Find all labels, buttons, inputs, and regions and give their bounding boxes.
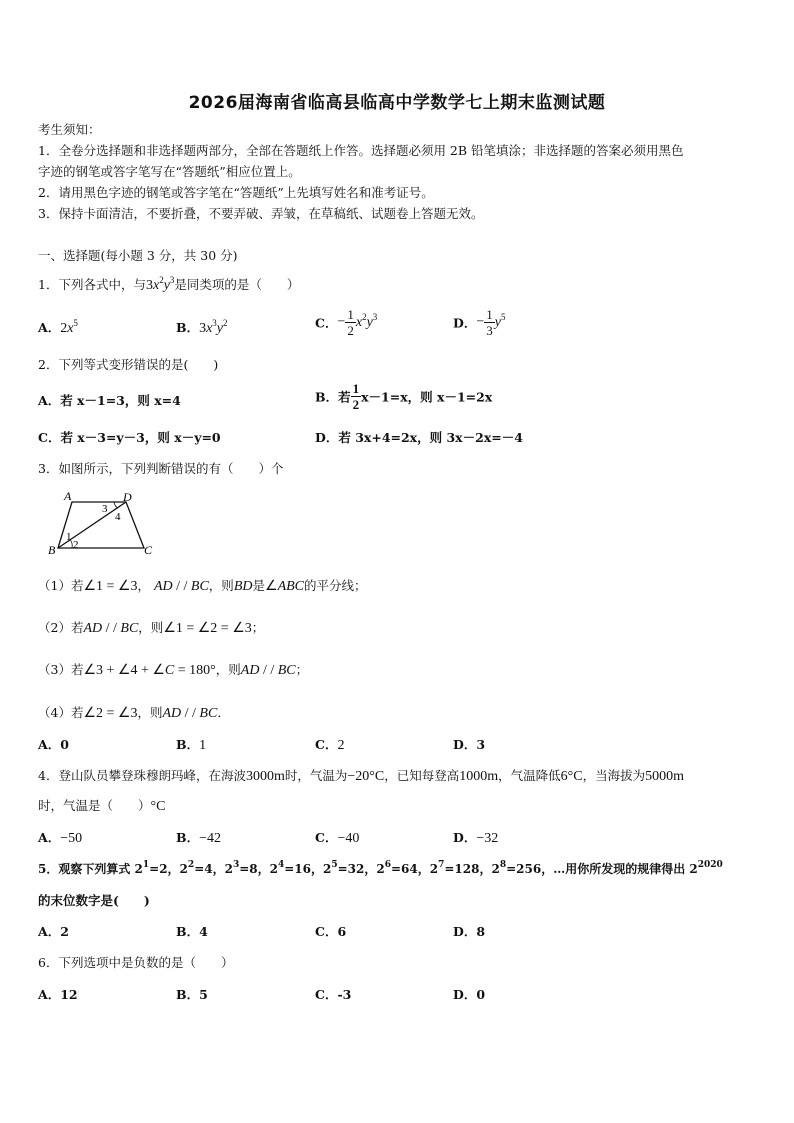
label-angle-1: 1 [66,531,72,543]
notice-item-1b: 字迹的钢笔或答字笔写在“答题纸”相应位置上。 [38,164,301,179]
q6-stem: 6．下列选项中是负数的是（ ） [38,955,234,970]
q2-option-c[interactable]: C．若 x－3=y－3，则 x－y=0 [38,430,221,445]
q3-option-a[interactable]: A．0 [38,737,69,752]
notice-item-1a: 1．全卷分选择题和非选择题两部分，全部在答题纸上作答。选择题必须用 2B 铅笔填涂；非选择题的答案必须用黑色 [38,143,684,158]
q2-option-b[interactable]: B．若 $\frac{1}{2}$ x－1=x，则 x－1=2x [315,381,493,412]
notice-item-2: 2．请用黑色字迹的钢笔或答字笔在“答题纸”上先填写姓名和准考证号。 [38,185,434,200]
q3-statement-1: （1）若∠1 = ∠3， AD / / BC，则BD是∠ABC的平分线； [38,578,367,594]
q3-trapezoid-figure [48,490,168,560]
q3-option-d[interactable]: D．3 [453,737,486,752]
q6-option-a[interactable]: A．12 [38,987,78,1002]
q3-option-b[interactable]: B．1 [176,737,207,753]
q4-option-c[interactable]: C．−40 [315,830,360,846]
q5-stem-line-2: 的末位数字是( ) [38,893,150,908]
q3-statement-4: （4）若∠2 = ∠3，则AD / / BC． [38,705,230,721]
q1-option-c[interactable]: C．− $\frac{1}{2}$ $x^2y^3$ [315,307,378,338]
q1-term: $3x^2y^3$ [145,275,175,293]
label-angle-2: 2 [73,539,79,551]
section-heading: 一、选择题(每小题 3 分，共 30 分) [38,248,238,263]
q4-option-b[interactable]: B．−42 [176,830,221,846]
q5-option-a[interactable]: A．2 [38,924,69,939]
page-title: 2026届海南省临高县临高中学数学七上期末监测试题 [188,93,606,113]
q4-option-d[interactable]: D．−32 [453,830,499,846]
q1-option-a[interactable]: A．$2x^5$ [38,318,78,336]
label-angle-3: 3 [102,503,108,515]
label-c: C [144,543,153,557]
q3-statement-3: （3）若∠3 + ∠4 + ∠C = 180°，则AD / / BC； [38,662,309,678]
notice-heading: 考生须知： [38,122,101,137]
q4-stem-line-1: 4．登山队员攀登珠穆朗玛峰，在海波3000m时，气温为−20°C，已知每登高1000m，气温降低6°C，当海拔为5000m [38,768,684,784]
q5-option-b[interactable]: B．4 [176,924,208,939]
label-angle-4: 4 [115,511,121,523]
q2-option-a[interactable]: A．若 x－1=3，则 x=4 [38,393,181,408]
notice-item-3: 3．保持卡面清洁，不要折叠，不要弄破、弄皱，在草稿纸、试题卷上答题无效。 [38,206,484,221]
q5-option-d[interactable]: D．8 [453,924,486,939]
q5-stem-line-1: 5．观察下列算式 $2^1=2$，$2^2=4$，$2^3=8$，$2^4=16$，$2^5=32$，$2^6=64$，$2^7=128$，$2^8=256$，…用你所发现的规律得出 $2^{2020}$ [38,860,723,876]
q5-option-c[interactable]: C．6 [315,924,347,939]
q4-stem-line-2: 时，气温是（ ）°C [38,798,166,814]
q1-stem-a: 1．下列各式中，与 [38,277,146,292]
q3-stem: 3．如图所示，下列判断错误的有（ ）个 [38,461,284,476]
q6-option-d[interactable]: D．0 [453,987,486,1002]
q1-option-b[interactable]: B．$3x^3y^2$ [176,318,228,336]
q3-option-c[interactable]: C．2 [315,737,345,753]
label-a: A [64,490,72,503]
label-b: B [48,543,56,557]
q6-option-c[interactable]: C．-3 [315,987,352,1002]
q6-option-b[interactable]: B．5 [176,987,208,1002]
q1-stem [38,275,299,294]
q4-option-a[interactable]: A．−50 [38,830,83,846]
q2-stem: 2．下列等式变形错误的是( ) [38,357,219,372]
q3-statement-2: （2）若AD / / BC，则∠1 = ∠2 = ∠3； [38,620,265,636]
q1-stem-b: 是同类项的是（ ） [174,277,300,292]
q2-option-d[interactable]: D．若 3x+4=2x，则 3x－2x=－4 [315,430,523,445]
label-d: D [123,490,132,504]
q1-option-d[interactable]: D．− $\frac{1}{3}$ $y^5$ [453,307,506,338]
